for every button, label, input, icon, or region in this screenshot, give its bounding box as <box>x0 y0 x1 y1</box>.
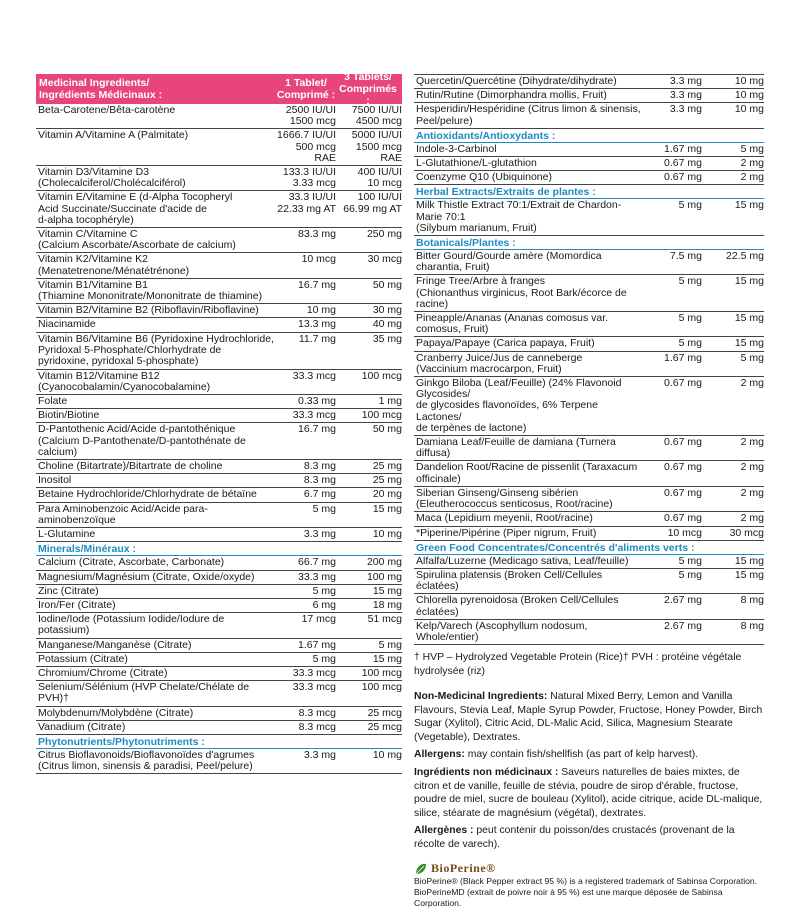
dose-3-tablets: 100 IU/UI 66.99 mg AT <box>343 191 402 215</box>
dose-1-tablet: 13.3 mg <box>298 318 336 331</box>
ingredient-name: Chlorella pyrenoidosa (Broken Cell/Cellules éclatées) <box>416 594 619 618</box>
ingredient-name: D-Pantothenic Acid/Acide d-pantothénique (Calcium D-Pantothenate/D-pantothénate de calcium) <box>38 423 246 458</box>
botanicals-section-title: Botanicals/Plantes : <box>414 236 764 250</box>
ingredient-row <box>36 585 402 599</box>
ingredient-name: Coenzyme Q10 (Ubiquinone) <box>416 171 552 184</box>
ingredient-row <box>36 474 402 488</box>
ingredient-name: Inositol <box>38 474 72 487</box>
ingredient-row <box>36 304 402 318</box>
ingredient-name: Quercetin/Quercétine (Dihydrate/dihydrate) <box>416 75 617 87</box>
dose-3-tablets: 2 mg <box>740 461 764 474</box>
dose-1-tablet: 2500 IU/UI 1500 mcg <box>285 104 336 128</box>
dose-3-tablets: 15 mg <box>734 554 764 567</box>
ingredient-row <box>36 279 402 304</box>
dose-1-tablet: 1.67 mg <box>664 142 702 155</box>
hvp-footnote: † HVP – Hydrolyzed Vegetable Protein (Rice)† PVH : protéine végétale hydrolysée (riz) <box>414 652 742 677</box>
table-header <box>36 71 402 107</box>
dose-3-tablets: 35 mg <box>372 332 402 345</box>
non-medicinal-text-fr: Saveurs naturelles de baies mixtes, de citron et de vanille, feuille de stévia, poudre de sirop d'érable, fructose, poudre de miel, sucre de bouleau (Xylitol), acide citrique, acide DL-malique, silice, stéarate de magnésium (végétal), dextrates. <box>414 766 763 819</box>
ingredient-row <box>414 199 764 236</box>
ingredient-name: L-Glutathione/L-glutathion <box>416 157 537 170</box>
ingredient-row <box>36 528 402 542</box>
dose-3-tablets: 10 mg <box>734 89 764 102</box>
non-medicinal-label-fr: Ingrédients non médicinaux : <box>414 766 559 778</box>
ingredient-row <box>36 318 402 332</box>
dose-3-tablets: 30 mcg <box>729 526 764 539</box>
dose-3-tablets: 15 mg <box>372 502 402 515</box>
dose-1-tablet: 0.67 mg <box>664 512 702 525</box>
ingredient-row <box>36 460 402 474</box>
ingredient-name: Hesperidin/Hespéridine (Citrus limon & sinensis, Peel/pelure) <box>416 103 641 127</box>
dose-3-tablets: 15 mg <box>734 199 764 212</box>
dose-3-tablets: 1 mg <box>378 395 402 408</box>
ingredient-row <box>414 250 764 275</box>
dose-1-tablet: 33.3 mcg <box>292 666 336 679</box>
dose-1-tablet: 33.3 mcg <box>292 369 336 382</box>
ingredient-name: Folate <box>38 395 68 408</box>
ingredient-name: Cranberry Juice/Jus de canneberge (Vaccinium macrocarpon, Fruit) <box>416 351 583 375</box>
dose-3-tablets: 2 mg <box>740 512 764 525</box>
dose-1-tablet: 17 mcg <box>301 613 336 626</box>
ingredient-name: Damiana Leaf/Feuille de damiana (Turnera diffusa) <box>416 436 616 460</box>
ingredient-row <box>414 555 764 569</box>
dose-1-tablet: 8.3 mg <box>303 474 336 487</box>
dose-3-tablets: 51 mcg <box>367 613 402 626</box>
dose-3-tablets: 15 mg <box>734 275 764 288</box>
dose-1-tablet: 6.7 mg <box>303 488 336 501</box>
dose-1-tablet: 5 mg <box>678 337 702 350</box>
dose-1-tablet: 3.3 mg <box>303 528 336 541</box>
dose-1-tablet: 1.67 mg <box>298 638 336 651</box>
dose-3-tablets: 5 mg <box>740 142 764 155</box>
phytonutrients-section-title: Phytonutrients/Phytonutriments : <box>36 735 402 749</box>
green-food-list <box>414 555 764 645</box>
ingredient-row <box>36 166 402 191</box>
ingredient-name: Dandelion Root/Racine de pissenlit (Taraxacum officinale) <box>416 461 638 485</box>
ingredient-row <box>36 253 402 278</box>
dose-3-tablets: 18 mg <box>372 598 402 611</box>
non-medicinal-text: Natural Mixed Berry, Lemon and Vanilla Flavours, Stevia Leaf, Maple Syrup Powder, Fructose, Honey Powder, Birch Sugar (Xylitol), Citric Acid, DL-Malic Acid, Silica, Magnesium Stearate (Vegetable), Dextrates. <box>414 690 763 743</box>
dose-3-tablets: 50 mg <box>372 423 402 436</box>
ingredient-name: Vitamin B6/Vitamine B6 (Pyridoxine Hydrochloride, Pyridoxal 5-Phosphate/Chlorhydrate de pyridoxine, pyridoxal 5-phosphate) <box>38 332 274 368</box>
dose-1-tablet: 6 mg <box>312 598 336 611</box>
dose-1-tablet: 0.67 mg <box>664 436 702 449</box>
dose-1-tablet: 5 mg <box>678 312 702 325</box>
ingredient-row <box>414 171 764 185</box>
header-1-tablet: 1 Tablet/ Comprimé : <box>276 77 336 101</box>
dose-1-tablet: 10 mcg <box>667 526 702 539</box>
dose-3-tablets: 2 mg <box>740 171 764 184</box>
dose-1-tablet: 2.67 mg <box>664 619 702 632</box>
ingredient-row <box>36 721 402 735</box>
dose-3-tablets: 50 mg <box>372 278 402 291</box>
ingredient-name: Maca (Lepidium meyenii, Root/racine) <box>416 512 593 525</box>
dose-1-tablet: 5 mg <box>678 199 702 212</box>
allergens-fr <box>414 824 764 851</box>
ingredient-row <box>414 512 764 526</box>
dose-3-tablets: 10 mg <box>734 103 764 116</box>
ingredient-name: Vitamin B12/Vitamine B12 (Cyanocobalamin/Cyanocobalamine) <box>38 369 211 393</box>
ingredient-row <box>36 571 402 585</box>
ingredient-name: Pineapple/Ananas (Ananas comosus var. comosus, Fruit) <box>416 312 609 336</box>
ingredient-row <box>36 681 402 706</box>
dose-3-tablets: 250 mg <box>366 228 402 241</box>
leaf-icon <box>414 862 428 876</box>
ingredient-name: Bitter Gourd/Gourde amère (Momordica charantia, Fruit) <box>416 250 602 274</box>
dose-1-tablet: 0.67 mg <box>664 157 702 170</box>
dose-3-tablets: 5 mg <box>740 351 764 364</box>
herbal-extracts-list <box>414 199 764 236</box>
dose-1-tablet: 3.3 mg <box>303 748 336 761</box>
dose-1-tablet: 3.3 mg <box>669 75 702 87</box>
dose-3-tablets: 25 mcg <box>367 706 402 719</box>
dose-1-tablet: 8.3 mcg <box>298 720 336 733</box>
dose-3-tablets: 100 mcg <box>361 369 402 382</box>
ingredient-row <box>36 333 402 370</box>
ingredient-row <box>414 75 764 89</box>
ingredient-row <box>36 653 402 667</box>
ingredient-name: Ginkgo Biloba (Leaf/Feuille) (24% Flavonoid Glycosides/ de glycosides flavonoïdes, 6% Terpene Lactones/ de terpènes de lactone) <box>416 377 622 434</box>
ingredient-name: Vanadium (Citrate) <box>38 720 126 733</box>
dose-3-tablets: 15 mg <box>734 312 764 325</box>
dose-3-tablets: 10 mg <box>372 528 402 541</box>
dose-1-tablet: 5 mg <box>312 584 336 597</box>
ingredient-name: Potassium (Citrate) <box>38 652 128 665</box>
right-ingredients-column <box>414 74 764 909</box>
ingredient-name: Fringe Tree/Arbre à franges (Chionanthus virginicus, Root Bark/écorce de racine) <box>416 275 627 310</box>
ingredient-name: Spirulina platensis (Broken Cell/Cellules éclatées) <box>416 568 603 593</box>
dose-3-tablets: 25 mg <box>372 474 402 487</box>
ingredient-row <box>414 461 764 486</box>
dose-3-tablets: 20 mg <box>372 488 402 501</box>
dose-3-tablets: 30 mcg <box>367 253 402 266</box>
ingredient-name: Vitamin C/Vitamine C (Calcium Ascorbate/Ascorbate de calcium) <box>38 228 236 252</box>
ingredient-row <box>414 594 764 619</box>
ingredient-name: Papaya/Papaye (Carica papaya, Fruit) <box>416 337 595 350</box>
ingredient-name: Alfalfa/Luzerne (Medicago sativa, Leaf/feuille) <box>416 554 629 567</box>
ingredient-name: Vitamin B1/Vitamine B1 (Thiamine Mononitrate/Mononitrate de thiamine) <box>38 278 263 303</box>
dose-3-tablets: 2 mg <box>740 157 764 170</box>
dose-3-tablets: 5 mg <box>378 638 402 651</box>
dose-3-tablets: 100 mcg <box>361 681 402 694</box>
dose-1-tablet: 0.67 mg <box>664 461 702 474</box>
dose-1-tablet: 16.7 mg <box>298 278 336 291</box>
ingredient-row <box>36 370 402 395</box>
dose-1-tablet: 3.3 mg <box>669 103 702 116</box>
botanicals-list <box>414 250 764 541</box>
ingredient-name: Magnesium/Magnésium (Citrate, Oxide/oxyde) <box>38 570 255 583</box>
dose-1-tablet: 33.3 mcg <box>292 681 336 694</box>
dose-3-tablets: 8 mg <box>740 594 764 607</box>
ingredient-row <box>414 143 764 157</box>
header-ingredients: Medicinal Ingredients/ Ingrédients Médicinaux : <box>39 77 163 101</box>
dose-1-tablet: 16.7 mg <box>298 423 336 436</box>
dose-1-tablet: 83.3 mg <box>298 228 336 241</box>
dose-1-tablet: 33.3 mcg <box>292 409 336 422</box>
bioperine-logo <box>414 861 764 876</box>
ingredient-name: Biotin/Biotine <box>38 409 100 422</box>
ingredient-row <box>414 377 764 436</box>
ingredient-row <box>36 191 402 228</box>
allergens-label-fr: Allergènes : <box>414 825 474 837</box>
dose-1-tablet: 33.3 mg <box>298 570 336 583</box>
ingredient-row <box>414 436 764 461</box>
ingredient-name: Zinc (Citrate) <box>38 584 99 597</box>
bioperine-trademark-fr: BioPerineMD (extrait de poivre noir à 95 %) est une marque déposée de Sabinsa Corporation. <box>414 887 723 909</box>
left-ingredients-column <box>36 71 402 774</box>
ingredient-row <box>36 228 402 253</box>
dose-1-tablet: 0.67 mg <box>664 377 702 390</box>
dose-3-tablets: 100 mcg <box>361 409 402 422</box>
ingredient-name: Chromium/Chrome (Citrate) <box>38 666 168 679</box>
dose-1-tablet: 5 mg <box>678 275 702 288</box>
ingredient-row <box>36 104 402 129</box>
dose-1-tablet: 10 mcg <box>301 253 336 266</box>
ingredient-name: Vitamin B2/Vitamine B2 (Riboflavin/Riboflavine) <box>38 304 259 317</box>
ingredient-row <box>36 423 402 460</box>
dose-1-tablet: 66.7 mg <box>298 556 336 569</box>
dose-1-tablet: 0.33 mg <box>298 395 336 408</box>
ingredient-name: Vitamin D3/Vitamine D3 (Cholecalciferol/Cholécalciférol) <box>38 166 186 190</box>
ingredient-row <box>36 639 402 653</box>
dose-1-tablet: 5 mg <box>312 502 336 515</box>
ingredient-name: Calcium (Citrate, Ascorbate, Carbonate) <box>38 556 225 569</box>
bioperine-logo-text: BioPerine® <box>431 861 496 876</box>
dose-1-tablet: 1666.7 IU/UI 500 mcg RAE <box>277 129 336 164</box>
ingredient-row <box>414 352 764 377</box>
ingredient-name: Iron/Fer (Citrate) <box>38 598 116 611</box>
ingredient-name: Vitamin E/Vitamine E (d-Alpha Tocopheryl Acid Succinate/Succinate d'acide de d-alpha tocophéryle) <box>38 191 233 226</box>
dose-1-tablet: 5 mg <box>312 652 336 665</box>
dose-1-tablet: 0.67 mg <box>664 171 702 184</box>
ingredient-row <box>414 337 764 351</box>
ingredient-row <box>414 620 764 645</box>
dose-3-tablets: 5000 IU/UI 1500 mcg RAE <box>351 129 402 164</box>
ingredient-name: Manganese/Manganèse (Citrate) <box>38 638 192 651</box>
antioxidants-section-title: Antioxidants/Antioxydants : <box>414 129 764 143</box>
dose-3-tablets: 22.5 mg <box>726 250 764 263</box>
ingredient-name: Siberian Ginseng/Ginseng sibérien (Eleutherococcus senticosus, Root/racine) <box>416 486 613 511</box>
dose-1-tablet: 3.3 mg <box>669 89 702 102</box>
ingredient-row <box>36 613 402 638</box>
ingredient-name: Selenium/Sélénium (HVP Chelate/Chélate de PVH)† <box>38 681 250 705</box>
ingredient-row <box>36 129 402 166</box>
dose-1-tablet: 10 mg <box>306 304 336 317</box>
allergens-text: may contain fish/shellfish (as part of kelp harvest). <box>464 749 699 761</box>
allergens-label: Allergens: <box>414 749 465 761</box>
ingredient-name: Rutin/Rutine (Dimorphandra mollis, Fruit) <box>416 89 607 102</box>
non-medicinal-ingredients <box>414 690 764 744</box>
ingredient-name: Vitamin K2/Vitamine K2 (Menatetrenone/Ménatétrénone) <box>38 253 190 277</box>
ingredient-row <box>36 749 402 774</box>
non-medicinal-label: Non-Medicinal Ingredients: <box>414 690 548 702</box>
phytonutrients-list <box>36 749 402 774</box>
dose-1-tablet: 5 mg <box>678 554 702 567</box>
minerals-section-title: Minerals/Minéraux : <box>36 542 402 556</box>
dose-3-tablets: 40 mg <box>372 318 402 331</box>
dose-3-tablets: 2 mg <box>740 377 764 390</box>
dose-1-tablet: 2.67 mg <box>664 594 702 607</box>
ingredient-name: L-Glutamine <box>38 528 96 541</box>
dose-3-tablets: 25 mg <box>372 460 402 473</box>
ingredient-row <box>36 409 402 423</box>
dose-1-tablet: 5 mg <box>678 568 702 581</box>
ingredient-row <box>36 599 402 613</box>
ingredient-row <box>36 556 402 570</box>
minerals-list <box>36 556 402 735</box>
ingredient-row <box>414 103 764 128</box>
ingredient-name: Niacinamide <box>38 318 96 331</box>
antioxidants-list <box>414 143 764 186</box>
ingredient-name: Citrus Bioflavonoids/Bioflavonoïdes d'agrumes (Citrus limon, sinensis & paradisi, Peel/pelure) <box>38 748 255 773</box>
ingredient-row <box>414 312 764 337</box>
ingredient-name: Indole-3-Carbinol <box>416 142 497 155</box>
dose-3-tablets: 200 mg <box>366 556 402 569</box>
ingredient-name: Kelp/Varech (Ascophyllum nodosum, Whole/entier) <box>416 619 588 643</box>
ingredient-name: Vitamin A/Vitamine A (Palmitate) <box>38 129 189 142</box>
dose-3-tablets: 2 mg <box>740 486 764 499</box>
non-medicinal-ingredients-fr <box>414 766 764 820</box>
dose-1-tablet: 11.7 mg <box>298 332 336 345</box>
vitamins-list <box>36 104 402 542</box>
ingredient-row <box>36 503 402 528</box>
dose-1-tablet: 1.67 mg <box>664 351 702 364</box>
dose-3-tablets: 2 mg <box>740 436 764 449</box>
ingredient-row <box>36 395 402 409</box>
dose-3-tablets: 15 mg <box>734 337 764 350</box>
ingredient-name: Para Aminobenzoic Acid/Acide para-aminobenzoïque <box>38 502 208 526</box>
dose-3-tablets: 100 mg <box>366 570 402 583</box>
header-3-tablets: 3 Tablets/ Comprimés : <box>339 71 397 107</box>
ingredient-row <box>36 707 402 721</box>
ingredient-name: Milk Thistle Extract 70:1/Extrait de Chardon-Marie 70:1 (Silybum marianum, Fruit) <box>416 199 622 234</box>
dose-1-tablet: 8.3 mcg <box>298 706 336 719</box>
ingredient-row <box>36 667 402 681</box>
ingredient-name: Molybdenum/Molybdène (Citrate) <box>38 706 194 719</box>
dose-3-tablets: 15 mg <box>372 584 402 597</box>
dose-3-tablets: 8 mg <box>740 619 764 632</box>
dose-3-tablets: 7500 IU/UI 4500 mcg <box>351 104 402 128</box>
ingredient-row <box>414 487 764 512</box>
flavonoids-list <box>414 74 764 129</box>
ingredient-name: *Piperine/Pipérine (Piper nigrum, Fruit) <box>416 526 597 539</box>
dose-1-tablet: 7.5 mg <box>669 250 702 263</box>
ingredient-name: Iodine/Iode (Potassium Iodide/Iodure de potassium) <box>38 613 225 637</box>
dose-1-tablet: 8.3 mg <box>303 460 336 473</box>
dose-3-tablets: 30 mg <box>372 304 402 317</box>
dose-1-tablet: 0.67 mg <box>664 486 702 499</box>
dose-3-tablets: 100 mcg <box>361 666 402 679</box>
dose-3-tablets: 15 mg <box>372 652 402 665</box>
dose-3-tablets: 15 mg <box>734 568 764 581</box>
ingredient-row <box>414 157 764 171</box>
ingredient-name: Betaine Hydrochloride/Chlorhydrate de bétaïne <box>38 488 257 501</box>
ingredient-row <box>36 488 402 502</box>
bioperine-trademark-en: BioPerine® (Black Pepper extract 95 %) is a registered trademark of Sabinsa Corporation. <box>414 876 758 887</box>
ingredient-row <box>414 89 764 103</box>
dose-3-tablets: 400 IU/UI 10 mcg <box>357 166 402 190</box>
dose-3-tablets: 25 mcg <box>367 720 402 733</box>
green-food-section-title: Green Food Concentrates/Concentrés d'aliments verts : <box>414 541 764 555</box>
ingredient-row <box>414 527 764 541</box>
dose-3-tablets: 10 mg <box>734 75 764 87</box>
ingredient-row <box>414 275 764 312</box>
dose-1-tablet: 33.3 IU/UI 22.33 mg AT <box>277 191 336 215</box>
dose-1-tablet: 133.3 IU/UI 3.33 mcg <box>282 166 336 190</box>
allergens <box>414 748 764 762</box>
ingredient-name: Beta-Carotene/Bêta-carotène <box>38 104 176 116</box>
herbal-extracts-section-title: Herbal Extracts/Extraits de plantes : <box>414 185 764 199</box>
dose-3-tablets: 10 mg <box>372 748 402 761</box>
ingredient-name: Choline (Bitartrate)/Bitartrate de choline <box>38 460 223 473</box>
allergens-text-fr: peut contenir du poisson/des crustacés (provenant de la récolte de varech). <box>414 825 735 850</box>
ingredient-row <box>414 569 764 594</box>
